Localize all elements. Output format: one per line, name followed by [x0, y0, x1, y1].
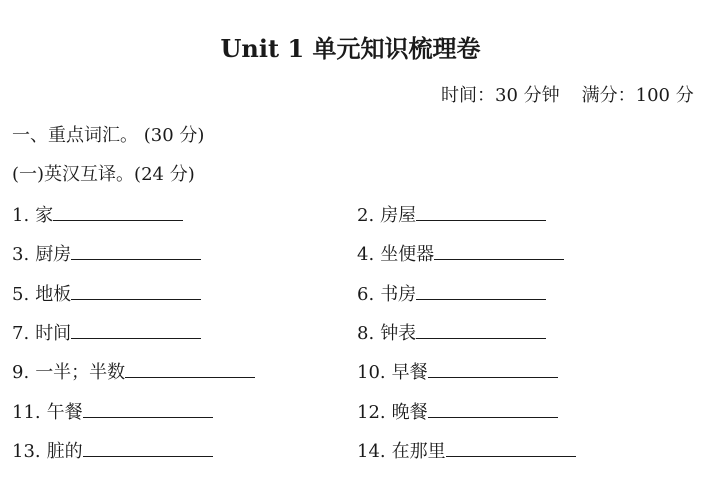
page-title: Unit 1 单元知识梳理卷 — [220, 34, 481, 63]
answer-blank[interactable] — [416, 320, 546, 339]
vocab-item — [12, 241, 201, 267]
time-limit: 时间：30 分钟 — [441, 85, 560, 106]
item-prompt: 书房 — [380, 284, 417, 305]
item-prompt: 早餐 — [391, 362, 428, 383]
vocab-item — [12, 320, 201, 346]
answer-blank[interactable] — [416, 202, 546, 221]
answer-blank[interactable] — [428, 399, 558, 418]
item-number: 3. — [12, 244, 30, 265]
answer-blank[interactable] — [53, 202, 183, 221]
item-prompt: 晚餐 — [391, 402, 428, 423]
item-number: 13. — [12, 441, 41, 462]
vocab-item — [357, 202, 546, 228]
item-number: 8. — [357, 323, 375, 344]
vocab-item — [357, 399, 558, 425]
item-prompt: 在那里 — [391, 441, 446, 462]
item-number: 10. — [357, 362, 386, 383]
answer-blank[interactable] — [428, 359, 558, 378]
item-number: 2. — [357, 205, 375, 226]
item-prompt: 房屋 — [380, 205, 417, 226]
item-number: 4. — [357, 244, 375, 265]
item-number: 6. — [357, 284, 375, 305]
item-number: 7. — [12, 323, 30, 344]
answer-blank[interactable] — [434, 241, 564, 260]
answer-blank[interactable] — [71, 241, 201, 260]
item-prompt: 一半；半数 — [35, 362, 126, 383]
item-prompt: 坐便器 — [380, 244, 435, 265]
answer-blank[interactable] — [83, 438, 213, 457]
answer-blank[interactable] — [125, 359, 255, 378]
vocab-item — [357, 281, 546, 307]
item-number: 5. — [12, 284, 30, 305]
vocab-item — [12, 359, 255, 385]
item-prompt: 时间 — [35, 323, 72, 344]
answer-blank[interactable] — [83, 399, 213, 418]
vocab-item — [12, 399, 213, 425]
vocab-item — [357, 320, 546, 346]
item-prompt: 脏的 — [46, 441, 83, 462]
answer-blank[interactable] — [446, 438, 576, 457]
vocab-item — [12, 281, 201, 307]
item-prompt: 午餐 — [46, 402, 83, 423]
vocab-item — [357, 359, 558, 385]
item-prompt: 钟表 — [380, 323, 417, 344]
vocab-item — [357, 241, 564, 267]
answer-blank[interactable] — [71, 320, 201, 339]
section-heading: 一、重点词汇。 (30 分) — [12, 125, 205, 146]
item-number: 9. — [12, 362, 30, 383]
item-number: 11. — [12, 402, 41, 423]
vocab-item — [12, 438, 213, 464]
full-score: 满分：100 分 — [581, 85, 694, 106]
answer-blank[interactable] — [416, 281, 546, 300]
item-number: 14. — [357, 441, 386, 462]
vocab-item — [12, 202, 183, 228]
item-prompt: 厨房 — [35, 244, 72, 265]
vocab-item — [357, 438, 576, 464]
item-prompt: 地板 — [35, 284, 72, 305]
answer-blank[interactable] — [71, 281, 201, 300]
exam-meta — [441, 84, 701, 108]
subsection-heading: (一)英汉互译。(24 分) — [12, 164, 195, 185]
item-number: 12. — [357, 402, 386, 423]
item-number: 1. — [12, 205, 30, 226]
item-prompt: 家 — [35, 205, 54, 226]
